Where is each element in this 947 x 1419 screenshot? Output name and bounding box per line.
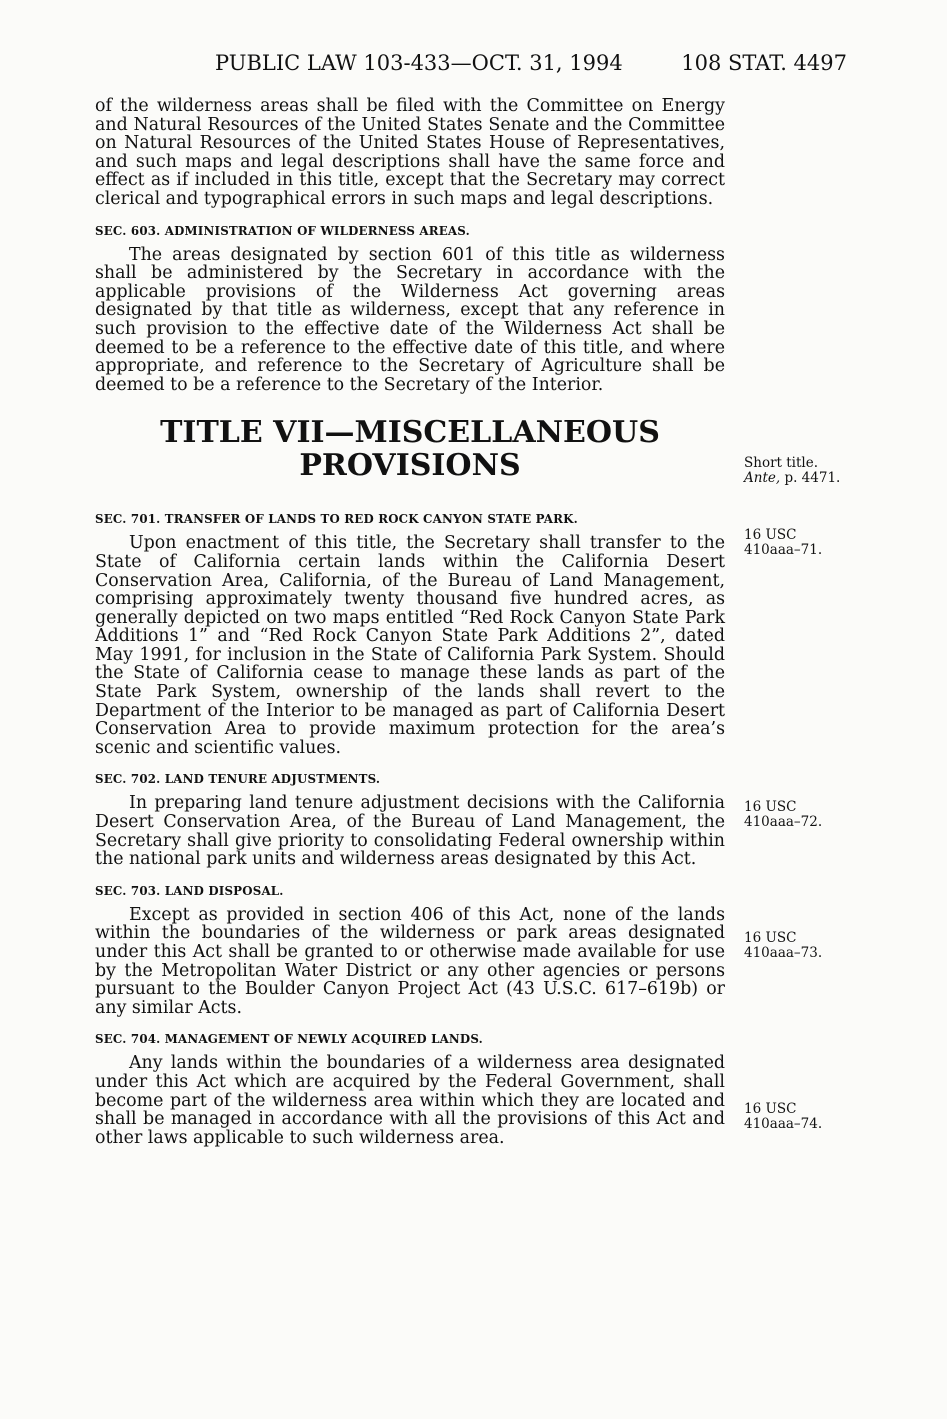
margin-note-702-line1: 16 USC <box>744 799 797 815</box>
margin-note-703-line1: 16 USC <box>744 930 797 946</box>
title-line-1: TITLE VII—MISCELLANEOUS <box>160 415 660 451</box>
sec-703-text: Except as provided in section 406 of this Act, none of the lands within the boundaries of the wilderness or park areas designated under this Act shall be granted to or otherwise made available for use by the Metropolitan Water District or any other agencies or persons pursuant to the Boulder Canyon Project Act (43 U.S.C. 617–619b) or any similar Acts. <box>95 904 725 1018</box>
title-line-2: PROVISIONS <box>299 448 521 484</box>
sec-603-heading: SEC. 603. ADMINISTRATION OF WILDERNESS AREAS. <box>95 223 470 238</box>
margin-note-704-line1: 16 USC <box>744 1101 797 1117</box>
margin-note-704 <box>744 1102 854 1132</box>
margin-note-702 <box>744 800 854 830</box>
title-vii-heading <box>95 416 725 482</box>
sec-702-text: In preparing land tenure adjustment decisions with the California Desert Conservation Area, of the Bureau of Land Management, the Secretary shall give priority to consolidating Federal ownership within the national park units and wilderness areas designated by this Act. <box>95 793 725 870</box>
sec-704-heading: SEC. 704. MANAGEMENT OF NEWLY ACQUIRED LANDS. <box>95 1032 483 1047</box>
margin-note-page-ref: p. 4471. <box>780 470 841 486</box>
sec-603-text: The areas designated by section 601 of this title as wilderness shall be administered by the Secretary in accordance with the applicable provisions of the Wilderness Act governing areas designated by that title as wilderness, except that any reference in such provision to the effective date of the Wilderness Act shall be deemed to be a reference to the effective date of this title, and where appropriate, and reference to the Secretary of Agriculture shall be deemed to be a reference to the Secretary of the Interior. <box>95 244 725 395</box>
margin-note-703 <box>744 931 854 961</box>
margin-note-ante: Ante, <box>744 470 781 486</box>
margin-note-701-line1: 16 USC <box>744 527 797 543</box>
margin-note-702-line2: 410aaa–72. <box>744 814 823 830</box>
continued-paragraph: of the wilderness areas shall be filed with the Committee on Energy and Natural Resources of the United States Senate and the Committee on Natural Resources of the United States House of Representatives, and such maps and legal descriptions shall have the same force and effect as if included in this title, except that the Secretary may correct clerical and typographical errors in such maps and legal descriptions. <box>95 96 725 209</box>
margin-note-701 <box>744 528 854 558</box>
header-public-law: PUBLIC LAW 103-433—OCT. 31, 1994 <box>215 51 623 75</box>
margin-note-short-title <box>744 456 854 486</box>
header-stat-page: 108 STAT. 4497 <box>681 51 847 75</box>
sec-704-text: Any lands within the boundaries of a wilderness area designated under this Act which are acquired by the Federal Government, shall become part of the wilderness area within which they are located and shall be managed in accordance with all the provisions of this Act and other laws applicable to such wilderness area. <box>95 1053 725 1148</box>
sec-701-text: Upon enactment of this title, the Secretary shall transfer to the State of California certain lands within the California Desert Conservation Area, California, of the Bureau of Land Management, comprising approximately twenty thousand five hundred acres, as generally depicted on two maps entitled “Red Rock Canyon State Park Additions 1” and “Red Rock Canyon State Park Additions 2”, dated May 1991, for inclusion in the State of California Park System. Should the State of California cease to manage these lands as part of the State Park System, ownership of the lands shall revert to the Department of the Interior to be managed as part of California Desert Conservation Area to provide maximum protection for the area’s scenic and scientific values. <box>95 533 725 758</box>
sec-703-heading: SEC. 703. LAND DISPOSAL. <box>95 883 284 898</box>
margin-note-short-title-line1: Short title. <box>744 455 819 471</box>
body-column <box>95 97 725 1147</box>
sec-702-heading: SEC. 702. LAND TENURE ADJUSTMENTS. <box>95 772 381 787</box>
margin-note-703-line2: 410aaa–73. <box>744 945 823 961</box>
sec-701-heading: SEC. 701. TRANSFER OF LANDS TO RED ROCK CANYON STATE PARK. <box>95 512 578 527</box>
margin-note-701-line2: 410aaa–71. <box>744 542 823 558</box>
running-header <box>95 48 847 78</box>
margin-note-704-line2: 410aaa–74. <box>744 1116 823 1132</box>
margin-note-short-title-line2 <box>744 471 854 486</box>
